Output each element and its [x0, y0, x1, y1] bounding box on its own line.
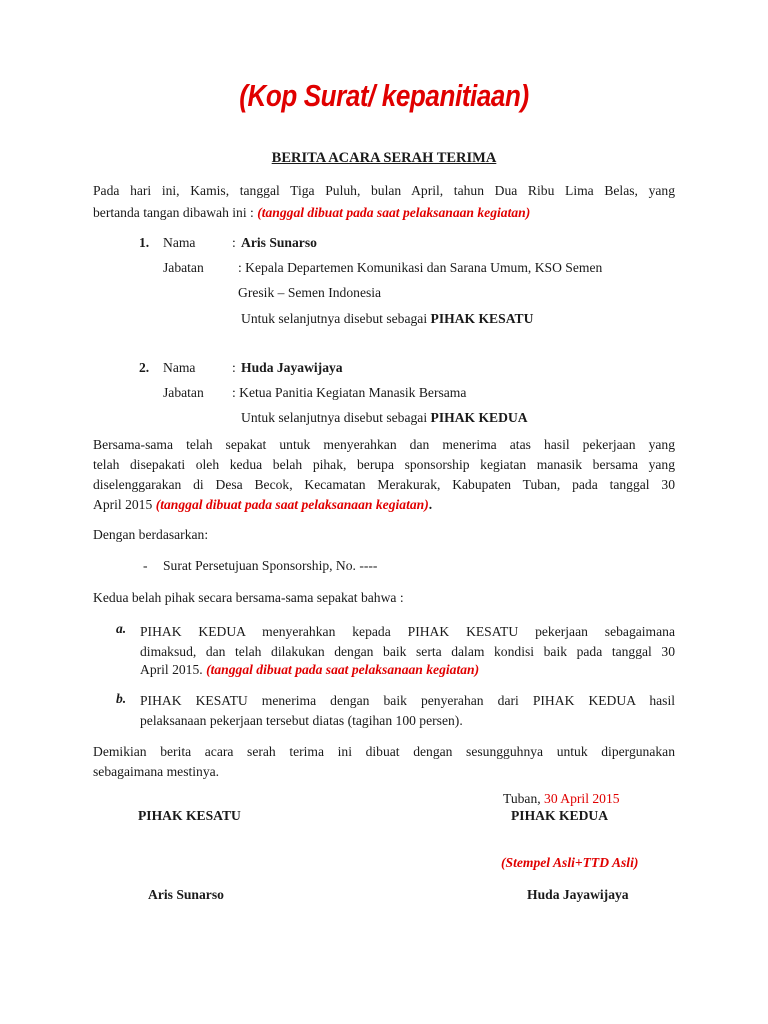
agreement-period: . [428, 497, 433, 512]
point-a-date-note: (tanggal dibuat pada saat pelaksanaan kegiatan) [206, 662, 480, 677]
closing-line-2: sebagaimana mestinya. [93, 764, 220, 779]
signature-right-title: PIHAK KEDUA [511, 808, 609, 823]
party1-jabatan-line-2: Gresik – Semen Indonesia [238, 285, 382, 300]
agreement-line-4 [93, 494, 675, 516]
agreement-date-note: (tanggal dibuat pada saat pelaksanaan kegiatan) [155, 497, 429, 512]
party2-designation [241, 410, 528, 426]
signature-left-title: PIHAK KESATU [138, 808, 241, 823]
letterhead-placeholder: (Kop Surat/ kepanitiaan) [239, 78, 529, 113]
party2-nama-colon: : [232, 360, 236, 375]
party2-nama-value: Huda Jayawijaya [241, 360, 343, 375]
party1-jabatan-label: Jabatan [163, 260, 204, 275]
party1-nama-label: Nama [163, 235, 196, 250]
intro-line-2 [93, 202, 675, 224]
signature-date: 30 April 2015 [544, 791, 620, 806]
point-b-line-1: PIHAK KESATU menerima dengan baik penyerahan dari PIHAK KEDUA hasil [140, 693, 675, 708]
intro-line-2-text: bertanda tangan dibawah ini : [93, 205, 258, 220]
signature-left-name: Aris Sunarso [148, 887, 224, 902]
intro-line-1: Pada hari ini, Kamis, tanggal Tiga Puluh, bulan April, tahun Dua Ribu Lima Belas, yang [93, 183, 675, 198]
party2-designation-value: PIHAK KEDUA [430, 410, 528, 425]
party2-jabatan-label: Jabatan [163, 385, 204, 400]
point-b-marker: b. [116, 691, 127, 706]
document-title: BERITA ACARA SERAH TERIMA [271, 150, 497, 166]
point-a-marker: a. [116, 621, 127, 636]
agreement-points-heading: Kedua belah pihak secara bersama-sama sepakat bahwa : [93, 590, 404, 605]
party1-nama-value: Aris Sunarso [241, 235, 317, 250]
party1-designation [241, 311, 533, 327]
closing-line-1: Demikian berita acara serah terima ini dibuat dengan sesungguhnya untuk dipergunakan [93, 744, 675, 759]
party1-designation-text: Untuk selanjutnya disebut sebagai [241, 311, 431, 326]
signature-place: Tuban, [503, 791, 545, 806]
agreement-line-4-text: April 2015 [93, 497, 156, 512]
party1-jabatan-line-1: : Kepala Departemen Komunikasi dan Sarana Umum, KSO Semen [238, 260, 603, 275]
party2-designation-text: Untuk selanjutnya disebut sebagai [241, 410, 431, 425]
party1-nama-colon: : [232, 235, 236, 250]
agreement-line-1: Bersama-sama telah sepakat untuk menyerahkan dan menerima atas hasil pekerjaan yang [93, 437, 675, 452]
party2-number: 2. [139, 360, 150, 375]
basis-item: Surat Persetujuan Sponsorship, No. ---- [163, 558, 378, 573]
point-b-line-2: pelaksanaan pekerjaan tersebut diatas (tagihan 100 persen). [140, 713, 463, 728]
basis-bullet: - [143, 558, 148, 573]
point-a-line-3 [140, 659, 675, 681]
signature-right-name: Huda Jayawijaya [527, 887, 629, 902]
basis-heading: Dengan berdasarkan: [93, 527, 209, 542]
stamp-signature-note: (Stempel Asli+TTD Asli) [501, 855, 639, 870]
party1-designation-value: PIHAK KESATU [430, 311, 534, 326]
signature-place-date [503, 791, 620, 807]
party1-number: 1. [139, 235, 150, 250]
party2-nama-label: Nama [163, 360, 196, 375]
agreement-line-3: diselenggarakan di Desa Becok, Kecamatan Merakurak, Kabupaten Tuban, pada tanggal 30 [93, 477, 675, 492]
point-a-line-2: dimaksud, dan telah dilakukan dengan baik serta dalam kondisi baik pada tanggal 30 [140, 644, 675, 659]
point-a-line-3-text: April 2015. [140, 662, 207, 677]
agreement-line-2: telah disepakati oleh kedua belah pihak, berupa sponsorship kegiatan manasik bersama yang [93, 457, 675, 472]
intro-date-note: (tanggal dibuat pada saat pelaksanaan kegiatan) [257, 205, 531, 220]
point-a-line-1: PIHAK KEDUA menyerahkan kepada PIHAK KESATU pekerjaan sebagaimana [140, 624, 675, 639]
party2-jabatan-line-1: : Ketua Panitia Kegiatan Manasik Bersama [232, 385, 467, 400]
